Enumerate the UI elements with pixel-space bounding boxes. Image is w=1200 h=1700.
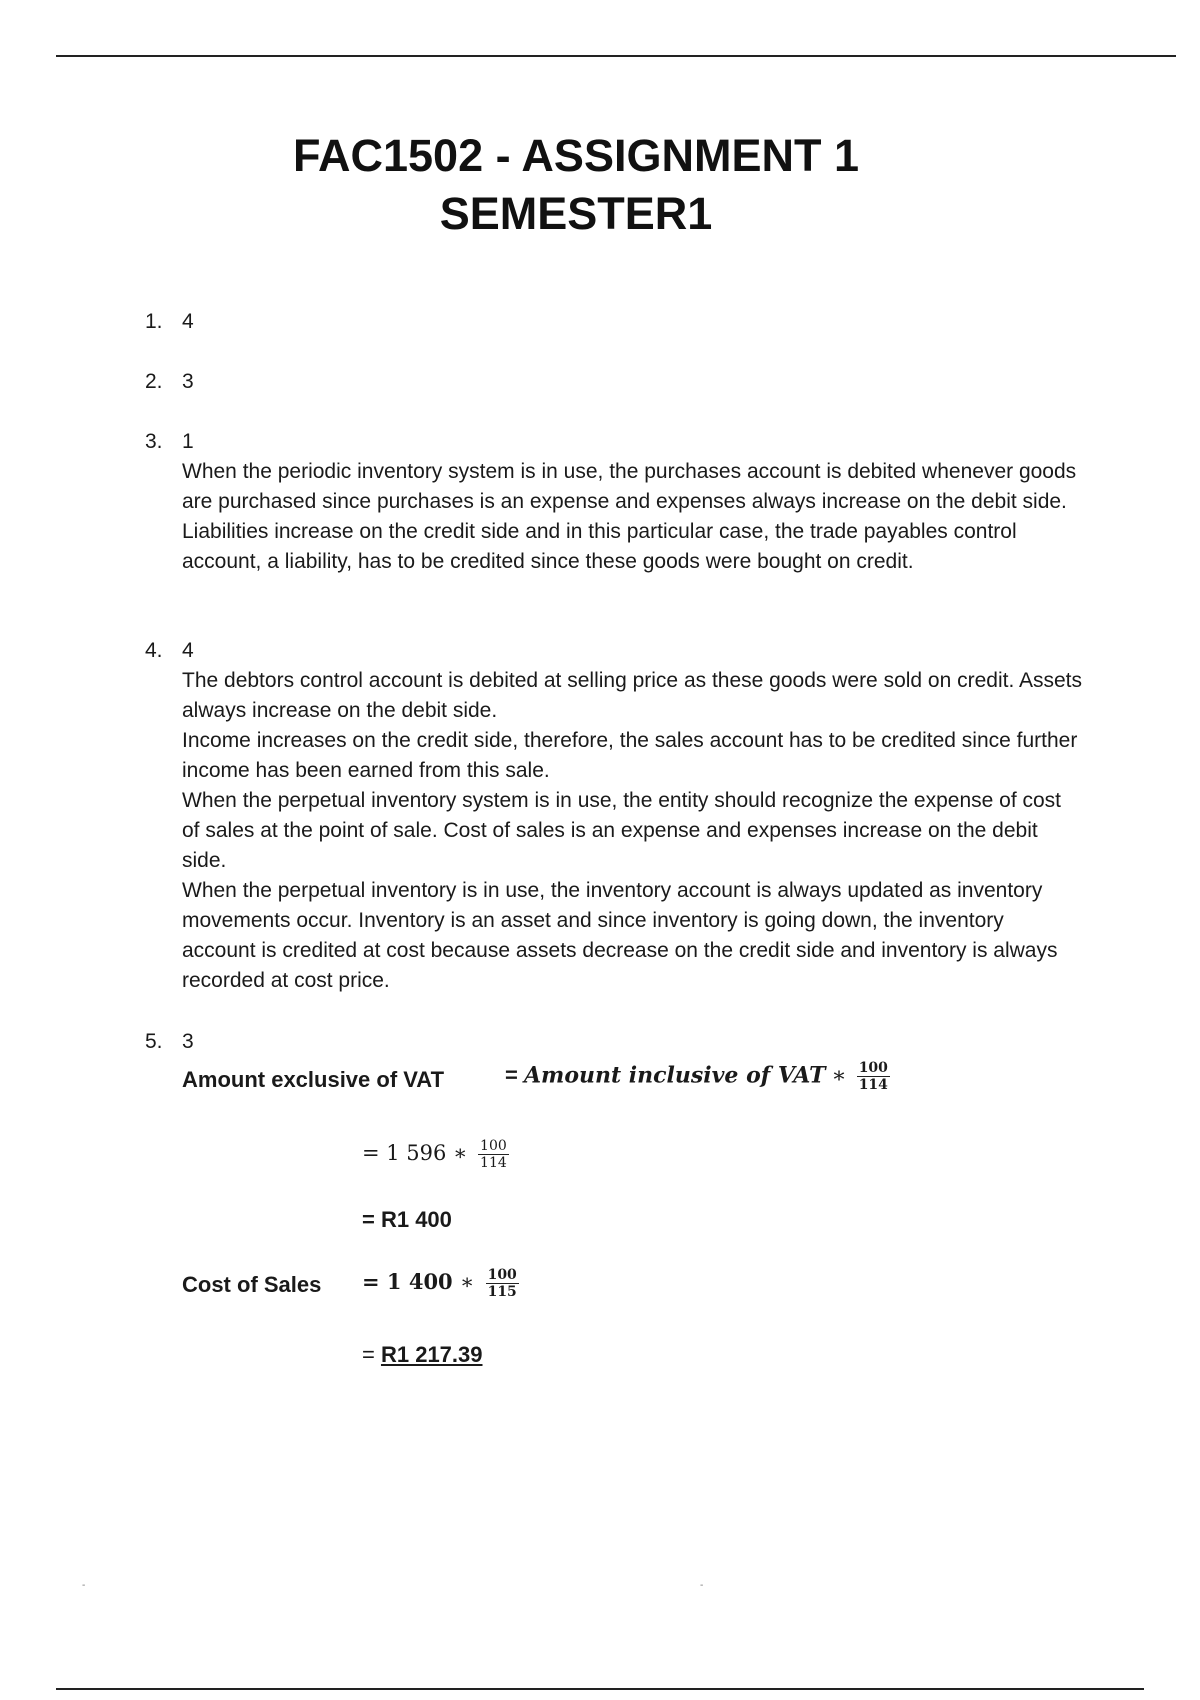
final-answer: R1 217.39	[380, 1342, 483, 1367]
multiply-symbol: ∗	[453, 1141, 468, 1165]
explanation-paragraph: The debtors control account is debited at selling price as these goods were sold on credit. Assets always increase on the debit side.	[182, 669, 1083, 722]
question-5	[145, 1027, 194, 1057]
vat-label: Amount exclusive of VAT	[182, 1067, 445, 1092]
vat-step-2	[362, 1138, 509, 1171]
explanation-paragraph: When the periodic inventory system is in use, the purchases account is debited whenever goods are purchased since purchases is an expense and expenses always increase on the debit side. Liabilities increase on the credit side and in this particular case, the trade payables control account, a liability, has to be credited since these goods were bought on credit.	[182, 460, 1077, 573]
question-answer: 3	[182, 1030, 194, 1053]
step-expression: = 1 596	[362, 1141, 454, 1165]
vat-formula	[505, 1060, 890, 1093]
question-number: 4.	[145, 639, 163, 662]
footer-mark-center: -	[700, 1580, 704, 1591]
cost-of-sales-result	[362, 1340, 483, 1370]
question-1	[145, 307, 194, 337]
question-number: 3.	[145, 430, 163, 453]
fraction	[486, 1267, 519, 1300]
question-4-explanation	[182, 666, 1082, 996]
fraction-denominator: 114	[480, 1155, 507, 1171]
fraction-numerator: 100	[480, 1138, 507, 1154]
question-2	[145, 367, 194, 397]
fraction-numerator: 100	[487, 1267, 517, 1283]
page-subtitle: SEMESTER1	[439, 188, 713, 239]
multiply-symbol: ∗	[459, 1270, 475, 1294]
fraction-denominator: 115	[487, 1284, 517, 1300]
cost-of-sales-label: Cost of Sales	[182, 1272, 322, 1297]
question-answer: 4	[182, 310, 194, 333]
vat-result: = R1 400	[362, 1207, 452, 1232]
step-expression: = 1 400	[362, 1269, 460, 1294]
equals-sign: =	[362, 1342, 381, 1367]
fraction-numerator: 100	[858, 1060, 888, 1076]
question-3	[145, 427, 194, 457]
multiply-symbol: ∗	[831, 1063, 847, 1089]
question-4	[145, 636, 194, 666]
question-number: 1.	[145, 310, 163, 333]
formula-text: Amount inclusive of VAT	[523, 1062, 826, 1089]
question-answer: 3	[182, 370, 194, 393]
bottom-rule	[56, 1688, 1144, 1690]
equals-sign: =	[505, 1062, 524, 1088]
footer-mark-left: -	[82, 1580, 86, 1591]
page-title: FAC1502 - ASSIGNMENT 1	[293, 130, 859, 181]
top-rule	[56, 55, 1176, 57]
question-3-explanation	[182, 457, 1082, 577]
question-answer: 1	[182, 430, 194, 453]
question-number: 2.	[145, 370, 163, 393]
fraction	[857, 1060, 890, 1093]
fraction	[478, 1138, 509, 1171]
question-answer: 4	[182, 639, 194, 662]
question-number: 5.	[145, 1030, 163, 1053]
explanation-paragraph: When the perpetual inventory is in use, the inventory account is always updated as inventory movements occur. Inventory is an asset and since inventory is going down, the inventory account is credited at cost because assets decrease on the credit side and inventory is always recorded at cost price.	[182, 879, 1058, 992]
fraction-denominator: 114	[858, 1077, 888, 1093]
explanation-paragraph: Income increases on the credit side, therefore, the sales account has to be credited since further income has been earned from this sale.	[182, 729, 1078, 782]
explanation-paragraph: When the perpetual inventory system is in use, the entity should recognize the expense of cost of sales at the point of sale. Cost of sales is an expense and expenses increase on the debit side.	[182, 789, 1061, 872]
cost-of-sales-formula	[362, 1267, 519, 1300]
